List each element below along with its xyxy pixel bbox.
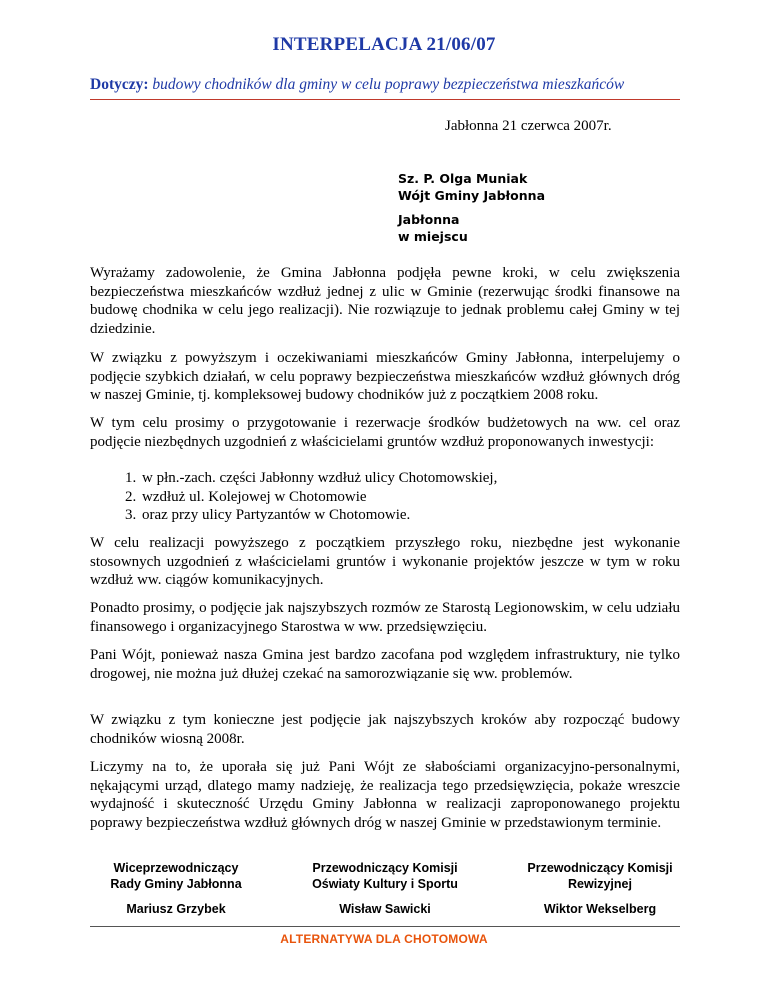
document-date: Jabłonna 21 czerwca 2007r. xyxy=(445,118,612,134)
addressee-role: Wójt Gminy Jabłonna xyxy=(398,188,546,203)
footer-text: ALTERNATYWA DLA CHOTOMOWA xyxy=(280,932,488,946)
paragraph: Ponadto prosimy, o podjęcie jak najszybszych rozmów ze Starostą Legionowskim, w celu udziału finansowego i organizacyjnego Starostwa w ww. przedsięwzięciu. xyxy=(90,600,680,635)
signature-title-line: Rady Gminy Jabłonna xyxy=(110,877,242,891)
signature-title-line: Rewizyjnej xyxy=(568,877,632,891)
signature-title-line: Wiceprzewodniczący xyxy=(113,861,239,875)
signature-name: Wiktor Wekselberg xyxy=(543,902,657,916)
addressee-block xyxy=(398,170,545,204)
subject-line xyxy=(90,76,680,94)
header-divider xyxy=(90,99,680,100)
addressee-place: w miejscu xyxy=(398,229,468,244)
investment-list xyxy=(90,469,730,525)
signature-title-line: Przewodniczący Komisji xyxy=(312,861,458,875)
signature-title-line: Przewodniczący Komisji xyxy=(527,861,673,875)
signature-name: Wisław Sawicki xyxy=(339,902,431,916)
paragraph: W tym celu prosimy o przygotowanie i rezerwacje środków budżetowych na ww. cel oraz podjęcie niezbędnych uzgodnień z właścicielami gruntów wzdłuż proponowanych inwestycji: xyxy=(90,415,680,450)
footer-divider xyxy=(90,926,680,927)
signature-name: Mariusz Grzybek xyxy=(126,902,226,916)
document-title: INTERPELACJA 21/06/07 xyxy=(272,34,496,55)
signature-title-line: Oświaty Kultury i Sportu xyxy=(312,877,458,891)
addressee-name: Sz. P. Olga Muniak xyxy=(398,171,528,186)
signature-title xyxy=(500,860,700,892)
subject-text: budowy chodników dla gminy w celu poprawy bezpieczeństwa mieszkańców xyxy=(152,76,625,93)
list-item: 3. oraz przy ulicy Partyzantów w Chotomowie. xyxy=(140,506,730,525)
paragraph: W związku z powyższym i oczekiwaniami mieszkańców Gminy Jabłonna, interpelujemy o podjęcie szybkich działań, w celu poprawy bezpieczeństwa mieszkańców wzdłuż głównych dróg w naszej Gminie, tj. kompleksowej budowy chodników już z początkiem 2008 roku. xyxy=(90,350,680,404)
paragraph: Pani Wójt, ponieważ nasza Gmina jest bardzo zacofana pod względem infrastruktury, nie tylko drogowej, nie można już dłużej czekać na samorozwiązanie się ww. problemów. xyxy=(90,647,680,682)
list-item: 2. wzdłuż ul. Kolejowej w Chotomowie xyxy=(140,488,730,507)
paragraph: W związku z tym konieczne jest podjęcie jak najszybszych kroków aby rozpocząć budowy chodników wiosną 2008r. xyxy=(90,712,680,747)
addressee-city: Jabłonna xyxy=(398,212,460,227)
signature-title xyxy=(285,860,485,892)
subject-label: Dotyczy: xyxy=(90,76,149,93)
paragraph: Liczymy na to, że uporała się już Pani Wójt ze słabościami organizacyjno-personalnymi, nękającymi urząd, dlatego mamy nadzieję, że realizacja tego przedsięwzięcia, pokaże wreszcie wydajność i skuteczność Urzędu Gminy Jabłonna w realizacji zaproponowanego projektu poprawy bezpieczeństwa wzdłuż głównych dróg w naszej Gminie w przedstawionym terminie. xyxy=(90,759,680,831)
paragraph: W celu realizacji powyższego z początkiem przyszłego roku, niezbędne jest wykonanie stosownych uzgodnień z właścicielami gruntów i wykonanie projektów jeszcze w tym w roku wzdłuż ww. ciągów komunikacyjnych. xyxy=(90,535,680,589)
signature-title xyxy=(76,860,276,892)
addressee-location xyxy=(398,211,468,245)
list-item: 1. w płn.-zach. części Jabłonny wzdłuż ulicy Chotomowskiej, xyxy=(140,469,730,488)
paragraph: Wyrażamy zadowolenie, że Gmina Jabłonna podjęła pewne kroki, w celu zwiększenia bezpieczeństwa mieszkańców wzdłuż jednej z ulic w Gminie (rezerwując środki finansowe na budowę chodnika w celu jego realizacji). Nie rozwiązuje to jednak problemu całej Gminy w tej dziedzinie. xyxy=(90,265,680,337)
